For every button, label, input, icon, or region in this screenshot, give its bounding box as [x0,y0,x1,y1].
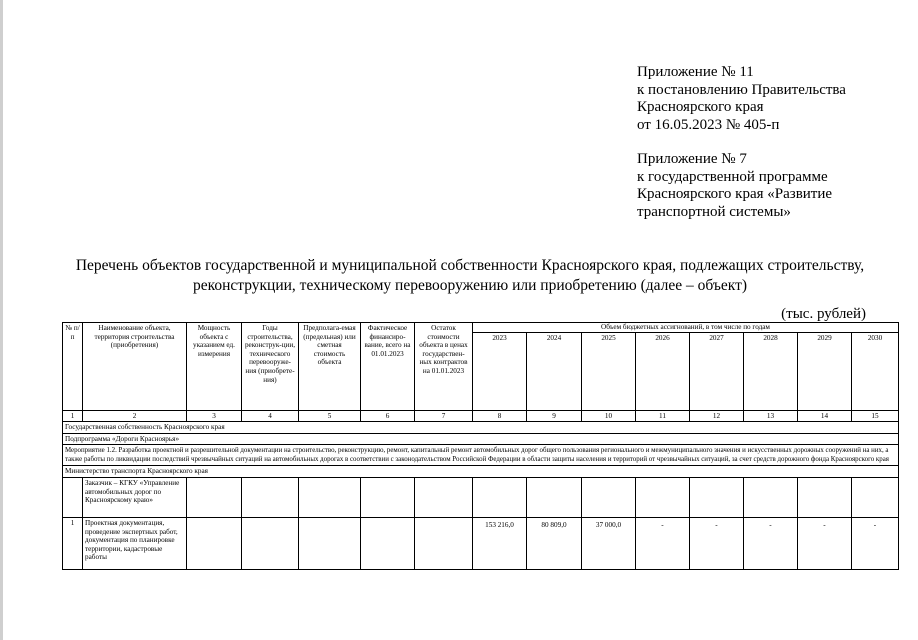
header-remainder: Остаток стоимости объекта в ценах государствен-ных контрактов на 01.01.2023 [415,323,473,411]
value-2026: - [636,517,690,569]
empty-cell [636,477,690,517]
empty-cell [798,477,852,517]
column-number: 9 [527,410,582,422]
subprogram-label: Подпрограмма «Дороги Красноярья» [63,433,899,445]
item-num: 1 [63,517,83,569]
empty-cell [527,477,582,517]
empty-cell [299,477,361,517]
appendix-11-line1: Приложение № 11 [637,64,754,80]
column-numbers-row [63,410,899,422]
year-cell: 2024 [527,332,582,410]
year-cell: 2030 [852,332,899,410]
customer-num [63,477,83,517]
year-cell: 2029 [798,332,852,410]
column-number: 1 [63,410,83,422]
section-row-ownership [63,422,899,434]
objects-table [62,322,899,570]
column-number: 10 [582,410,636,422]
scan-edge [0,0,3,640]
year-cell: 2026 [636,332,690,410]
empty-cell [744,477,798,517]
section-row-measure [63,445,899,466]
value-2023: 153 216,0 [473,517,527,569]
column-number: 7 [415,410,473,422]
empty-cell [187,477,242,517]
header-years: Годы строительства, реконструк-ции, технического перевооруже-ния (приобрете-ния) [242,323,299,411]
units-label: (тыс. рублей) [781,306,866,322]
year-cell: 2023 [473,332,527,410]
column-number: 12 [690,410,744,422]
year-cell: 2025 [582,332,636,410]
column-number: 5 [299,410,361,422]
value-2029: - [798,517,852,569]
column-number: 13 [744,410,798,422]
item-name: Проектная документация, проведение экспертных работ, документация по планировке территории, кадастровые работы [83,517,187,569]
column-number: 8 [473,410,527,422]
year-cell: 2027 [690,332,744,410]
measure-label: Мероприятие 1.2. Разработка проектной и разрешительной документации на строительство, реконструкцию, ремонт, капитальный ремонт автомобильных дорог общего пользования регионального и межмуниципального значения и искусственных дорожных сооружений на них, а также работы по ликвидации последствий чрезвычайных ситуаций на автомобильных дорогах в соответствии с законодательством Российской Федерации в области защиты населения и территорий от чрезвычайных ситуаций, за счет средств дорожного фонда Красноярского края [63,445,899,466]
document-title [60,256,880,296]
table-row-item-1 [63,517,899,569]
empty-cell [690,477,744,517]
value-2028: - [744,517,798,569]
header-capacity: Мощность объекта с указанием ед. измерения [187,323,242,411]
header-actual-financing: Фактическое финансиро-вание, всего на 01.01.2023 [361,323,415,411]
empty-cell [473,477,527,517]
empty-cell [361,517,415,569]
table-row-customer [63,477,899,517]
document-title-line1: Перечень объектов государственной и муниципальной собственности Красноярского края, подлежащих строительству, [75,257,865,274]
appendix-7-block [637,151,832,221]
section-row-ministry [63,466,899,478]
column-number: 6 [361,410,415,422]
value-2025: 37 000,0 [582,517,636,569]
empty-cell [852,477,899,517]
column-number: 11 [636,410,690,422]
empty-cell [187,517,242,569]
appendix-7-line2: к государственной программе [637,168,828,185]
table-header-row [63,323,899,333]
value-2027: - [690,517,744,569]
appendix-11-line4: от 16.05.2023 № 405-п [637,116,780,133]
column-number: 4 [242,410,299,422]
appendix-7-line3: Красноярского края «Развитие [637,186,833,202]
header-cost: Предполага-емая (предельная) или сметная стоимость объекта [299,323,361,411]
value-2030: - [852,517,899,569]
empty-cell [582,477,636,517]
column-number: 2 [83,410,187,422]
appendix-7-line1: Приложение № 7 [637,151,747,167]
empty-cell [242,517,299,569]
value-2024: 80 809,0 [527,517,582,569]
empty-cell [242,477,299,517]
appendix-11-line2: к постановлению Правительства [637,81,846,98]
column-number: 15 [852,410,899,422]
appendix-11-block [637,64,846,134]
empty-cell [361,477,415,517]
column-number: 14 [798,410,852,422]
year-cell: 2028 [744,332,798,410]
header-budget: Объем бюджетных ассигнований, в том числе по годам [473,323,899,333]
appendix-7-line4: транспортной системы» [637,203,791,220]
empty-cell [415,517,473,569]
empty-cell [415,477,473,517]
customer-name: Заказчик – КГКУ «Управление автомобильных дорог по Красноярскому краю» [83,477,187,517]
document-title-line2: реконструкции, техническому перевооружению или приобретению (далее – объект) [192,277,748,294]
section-row-subprogram [63,433,899,445]
ownership-label: Государственная собственность Красноярского края [63,422,899,434]
empty-cell [299,517,361,569]
ministry-label: Министерство транспорта Красноярского края [63,466,899,478]
header-num: № п/п [63,323,83,411]
appendix-11-line3: Красноярского края [637,99,764,115]
header-name: Наименование объекта, территория строительства (приобретения) [83,323,187,411]
column-number: 3 [187,410,242,422]
